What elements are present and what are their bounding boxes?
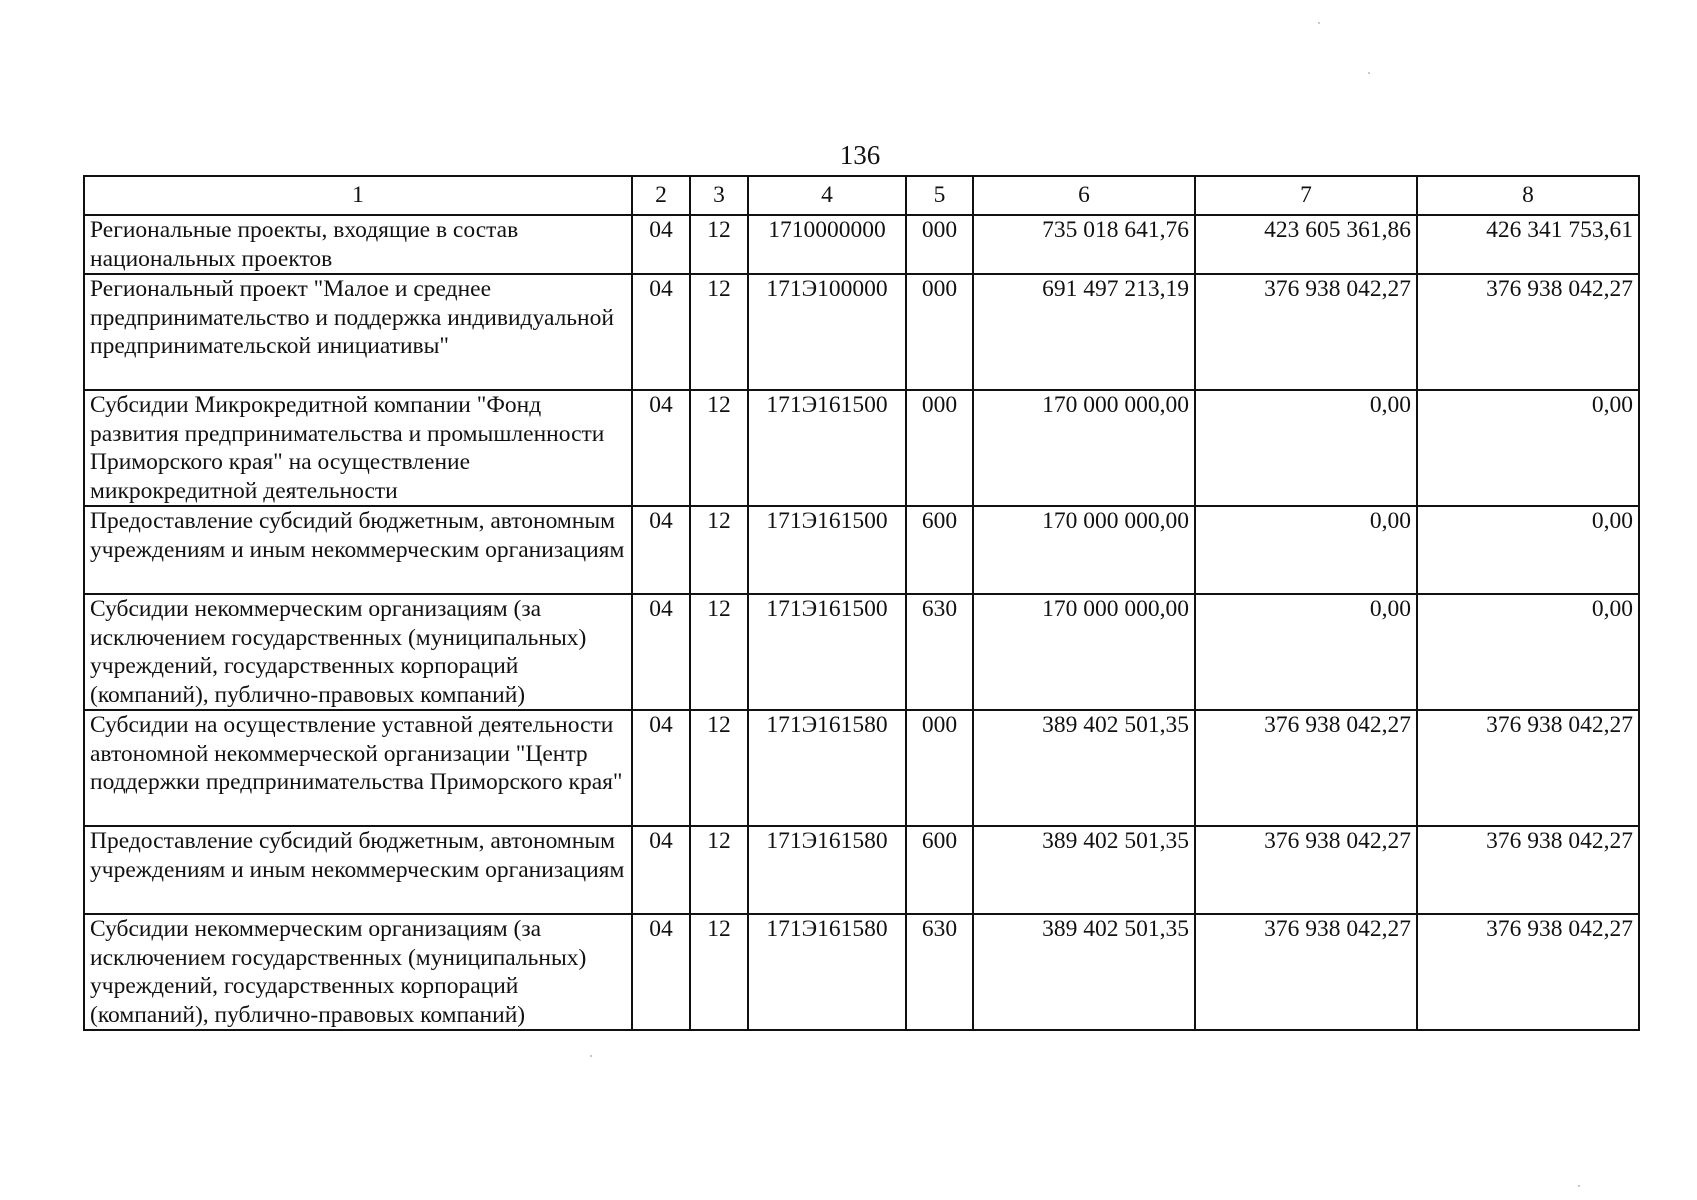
row-expense-type: 000 bbox=[906, 390, 973, 506]
table-row bbox=[84, 826, 1639, 914]
row-name: Региональные проекты, входящие в состав национальных проектов bbox=[84, 215, 632, 274]
row-section: 04 bbox=[632, 914, 690, 1030]
row-amount-3: 0,00 bbox=[1417, 594, 1639, 710]
row-target-article: 171Э161580 bbox=[748, 826, 906, 914]
row-section: 04 bbox=[632, 826, 690, 914]
row-subsection: 12 bbox=[690, 506, 748, 594]
row-amount-1: 389 402 501,35 bbox=[973, 826, 1195, 914]
row-name: Субсидии некоммерческим организациям (за исключением государственных (муниципальных) учреждений, государственных корпораций (компаний), публично-правовых компаний) bbox=[84, 914, 632, 1030]
row-amount-2: 0,00 bbox=[1195, 594, 1417, 710]
header-cell: 5 bbox=[906, 176, 973, 215]
scan-speck bbox=[590, 1055, 592, 1057]
row-section: 04 bbox=[632, 506, 690, 594]
row-name: Субсидии Микрокредитной компании "Фонд развития предпринимательства и промышленности Приморского края" на осуществление микрокредитной деятельности bbox=[84, 390, 632, 506]
row-target-article: 171Э161500 bbox=[748, 390, 906, 506]
scan-speck bbox=[1578, 1185, 1580, 1187]
row-amount-3: 376 938 042,27 bbox=[1417, 710, 1639, 826]
header-row bbox=[84, 176, 1639, 215]
row-amount-3: 0,00 bbox=[1417, 506, 1639, 594]
row-amount-2: 376 938 042,27 bbox=[1195, 274, 1417, 390]
header-cell: 1 bbox=[84, 176, 632, 215]
row-subsection: 12 bbox=[690, 215, 748, 274]
row-target-article: 171Э161500 bbox=[748, 594, 906, 710]
table-row bbox=[84, 914, 1639, 1030]
table-row bbox=[84, 506, 1639, 594]
budget-table bbox=[83, 175, 1640, 1031]
row-subsection: 12 bbox=[690, 826, 748, 914]
row-amount-3: 426 341 753,61 bbox=[1417, 215, 1639, 274]
table-row bbox=[84, 215, 1639, 274]
row-subsection: 12 bbox=[690, 274, 748, 390]
row-amount-1: 691 497 213,19 bbox=[973, 274, 1195, 390]
row-amount-3: 376 938 042,27 bbox=[1417, 914, 1639, 1030]
header-cell: 7 bbox=[1195, 176, 1417, 215]
row-amount-3: 376 938 042,27 bbox=[1417, 274, 1639, 390]
row-amount-1: 735 018 641,76 bbox=[973, 215, 1195, 274]
row-target-article: 171Э161580 bbox=[748, 914, 906, 1030]
row-subsection: 12 bbox=[690, 594, 748, 710]
row-name: Субсидии некоммерческим организациям (за исключением государственных (муниципальных) учреждений, государственных корпораций (компаний), публично-правовых компаний) bbox=[84, 594, 632, 710]
row-subsection: 12 bbox=[690, 710, 748, 826]
row-section: 04 bbox=[632, 390, 690, 506]
row-section: 04 bbox=[632, 215, 690, 274]
row-amount-2: 0,00 bbox=[1195, 390, 1417, 506]
table-row bbox=[84, 274, 1639, 390]
row-amount-1: 389 402 501,35 bbox=[973, 914, 1195, 1030]
row-amount-3: 376 938 042,27 bbox=[1417, 826, 1639, 914]
row-amount-1: 170 000 000,00 bbox=[973, 390, 1195, 506]
row-amount-1: 389 402 501,35 bbox=[973, 710, 1195, 826]
row-amount-2: 376 938 042,27 bbox=[1195, 826, 1417, 914]
row-target-article: 1710000000 bbox=[748, 215, 906, 274]
row-expense-type: 630 bbox=[906, 914, 973, 1030]
row-expense-type: 600 bbox=[906, 826, 973, 914]
row-expense-type: 630 bbox=[906, 594, 973, 710]
page-number: 136 bbox=[839, 140, 881, 170]
table-row bbox=[84, 594, 1639, 710]
header-cell: 8 bbox=[1417, 176, 1639, 215]
row-target-article: 171Э100000 bbox=[748, 274, 906, 390]
row-target-article: 171Э161580 bbox=[748, 710, 906, 826]
row-amount-3: 0,00 bbox=[1417, 390, 1639, 506]
scan-speck bbox=[1368, 72, 1370, 74]
row-amount-2: 423 605 361,86 bbox=[1195, 215, 1417, 274]
row-subsection: 12 bbox=[690, 914, 748, 1030]
row-target-article: 171Э161500 bbox=[748, 506, 906, 594]
row-name: Региональный проект "Малое и среднее предпринимательство и поддержка индивидуальной предпринимательской инициативы" bbox=[84, 274, 632, 390]
row-section: 04 bbox=[632, 710, 690, 826]
scan-speck bbox=[1318, 22, 1320, 24]
row-amount-2: 376 938 042,27 bbox=[1195, 710, 1417, 826]
row-name: Субсидии на осуществление уставной деятельности автономной некоммерческой организации "Центр поддержки предпринимательства Приморского края" bbox=[84, 710, 632, 826]
row-amount-1: 170 000 000,00 bbox=[973, 506, 1195, 594]
row-expense-type: 600 bbox=[906, 506, 973, 594]
header-cell: 4 bbox=[748, 176, 906, 215]
header-cell: 3 bbox=[690, 176, 748, 215]
header-cell: 2 bbox=[632, 176, 690, 215]
header-cell: 6 bbox=[973, 176, 1195, 215]
row-section: 04 bbox=[632, 594, 690, 710]
row-expense-type: 000 bbox=[906, 274, 973, 390]
row-expense-type: 000 bbox=[906, 215, 973, 274]
row-section: 04 bbox=[632, 274, 690, 390]
row-expense-type: 000 bbox=[906, 710, 973, 826]
row-name: Предоставление субсидий бюджетным, автономным учреждениям и иным некоммерческим организациям bbox=[84, 826, 632, 914]
row-amount-2: 0,00 bbox=[1195, 506, 1417, 594]
table-row bbox=[84, 710, 1639, 826]
row-name: Предоставление субсидий бюджетным, автономным учреждениям и иным некоммерческим организациям bbox=[84, 506, 632, 594]
table-row bbox=[84, 390, 1639, 506]
row-subsection: 12 bbox=[690, 390, 748, 506]
row-amount-2: 376 938 042,27 bbox=[1195, 914, 1417, 1030]
row-amount-1: 170 000 000,00 bbox=[973, 594, 1195, 710]
